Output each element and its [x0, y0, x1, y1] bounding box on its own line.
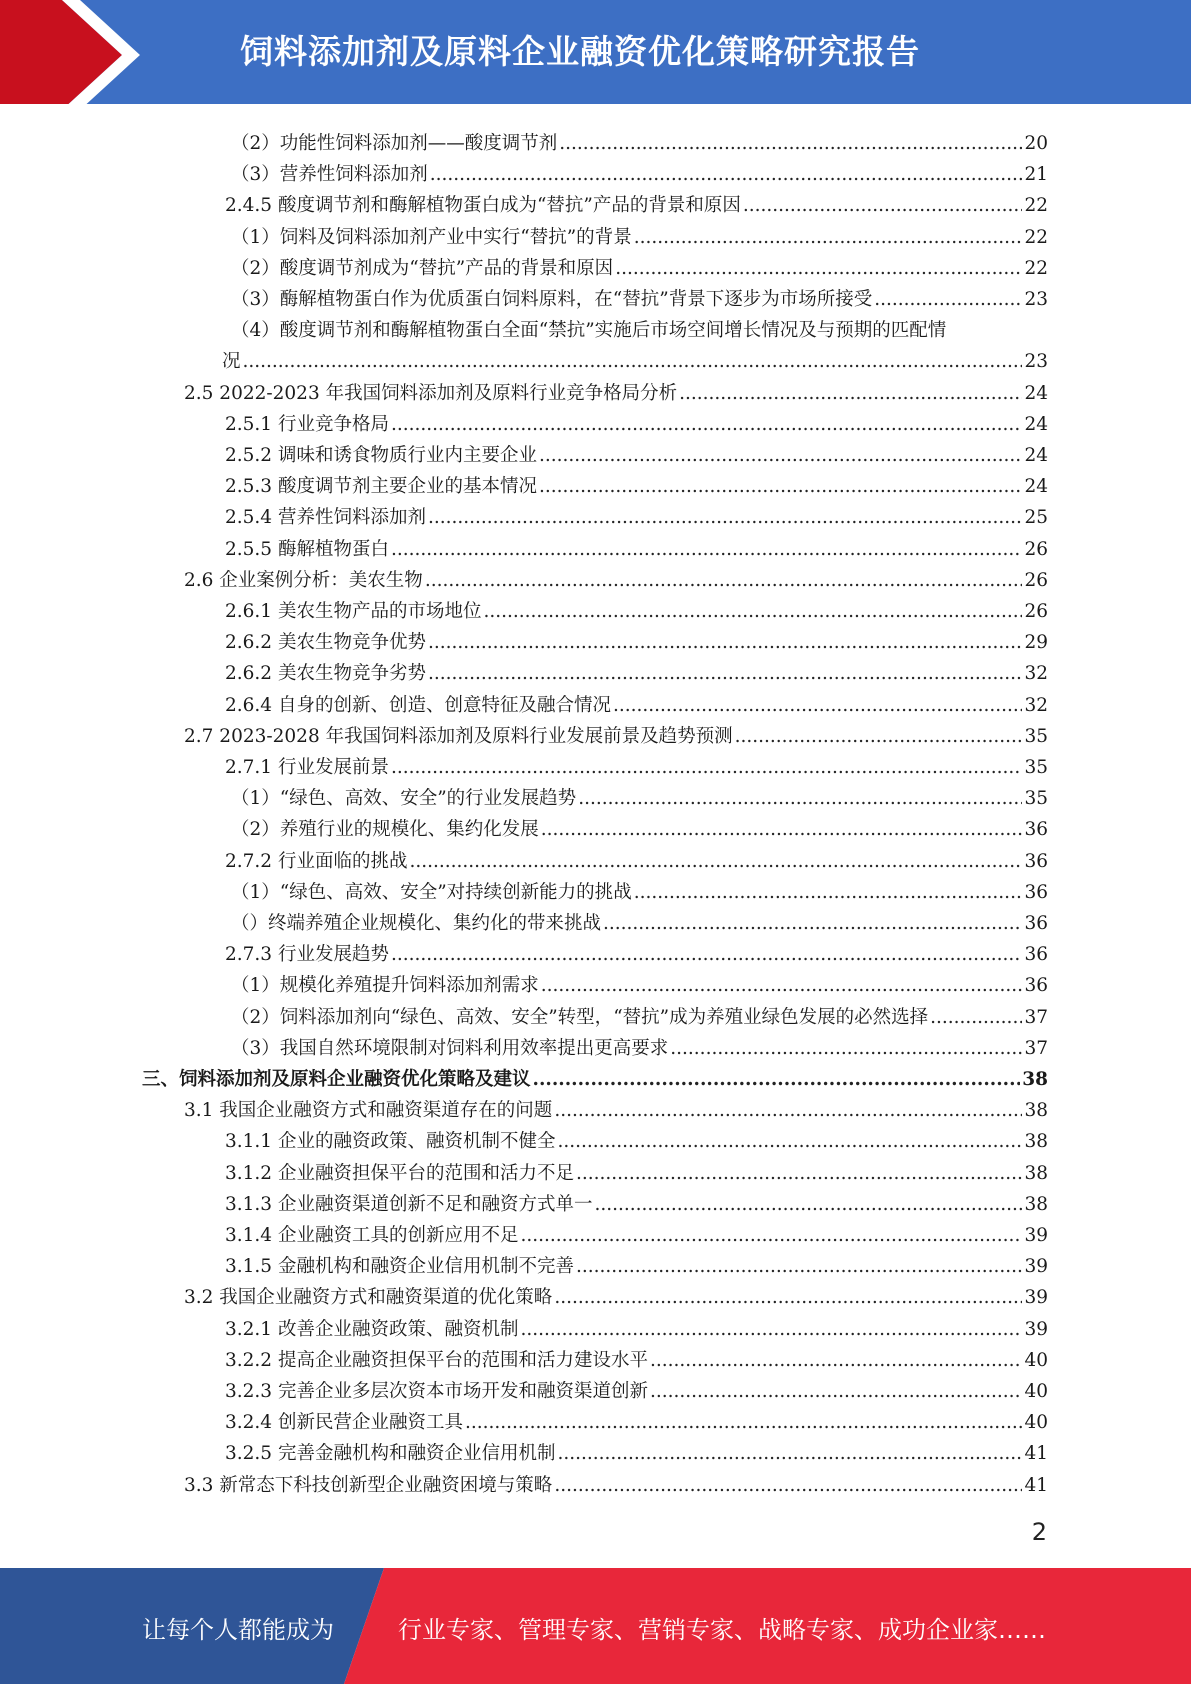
toc-entry-text: （1）“绿色、高效、安全”的行业发展趋势	[231, 788, 577, 810]
toc-entry-text: 3.2.2 提高企业融资担保平台的范围和活力建设水平	[225, 1349, 648, 1371]
toc-leader-dots	[465, 1407, 1022, 1438]
toc-entry-text: 2.6.1 美农生物产品的市场地位	[225, 601, 482, 622]
toc-entry[interactable]	[225, 1126, 1048, 1157]
toc-entry[interactable]	[231, 783, 1048, 814]
toc-chapter-entry[interactable]	[142, 1064, 1048, 1095]
toc-entry-text: （3）我国自然环境限制对饲料利用效率提出更高要求	[231, 1037, 669, 1059]
toc-page-number: 38	[1024, 1193, 1048, 1215]
toc-leader-dots	[930, 1002, 1022, 1033]
toc-leader-dots	[430, 159, 1023, 190]
toc-entry-text: 3.2.5 完善金融机构和融资企业信用机制	[225, 1443, 556, 1465]
toc-leader-dots	[615, 253, 1022, 284]
header-divider	[0, 104, 1191, 110]
toc-entry-text: 况	[222, 351, 241, 373]
page-header	[0, 0, 1191, 110]
footer-slogan-left: 让每个人都能成为	[142, 1616, 334, 1644]
toc-page-number: 36	[1024, 975, 1048, 997]
toc-leader-dots	[533, 1064, 1021, 1095]
toc-page-number: 36	[1024, 913, 1048, 934]
toc-leader-dots	[483, 596, 1022, 627]
toc-page-number: 37	[1024, 1006, 1048, 1028]
toc-leader-dots	[557, 1126, 1022, 1157]
toc-entry-text: 2.7.1 行业发展前景	[225, 757, 389, 778]
toc-leader-dots	[425, 565, 1023, 596]
toc-entry-text[interactable]: （4）酸度调节剂和酶解植物蛋白全面“禁抗”实施后市场空间增长情况及与预期的匹配情	[231, 320, 947, 342]
toc-entry[interactable]	[231, 222, 1048, 253]
toc-entry[interactable]	[225, 190, 1048, 221]
toc-page-number: 41	[1024, 1443, 1048, 1465]
toc-entry-text: （1）规模化养殖提升饲料添加剂需求	[231, 975, 539, 997]
toc-page-number: 26	[1024, 538, 1048, 560]
toc-entry-text: 2.5.3 酸度调节剂主要企业的基本情况	[225, 476, 537, 498]
toc-entry-text: 3.1.3 企业融资渠道创新不足和融资方式单一	[225, 1193, 593, 1215]
toc-entry-text: 2.6.2 美农生物竞争优势	[225, 632, 426, 654]
toc-entry-text: 2.5.4 营养性饲料添加剂	[225, 507, 426, 529]
toc-entry-text: （）终端养殖企业规模化、集约化的带来挑战	[231, 913, 602, 934]
toc-entry[interactable]	[225, 502, 1048, 533]
toc-entry[interactable]	[184, 378, 1048, 409]
toc-page-number: 40	[1024, 1381, 1048, 1402]
toc-leader-dots	[428, 502, 1022, 533]
toc-entry[interactable]	[225, 690, 1048, 721]
toc-entry-text: 2.7 2023-2028 年我国饲料添加剂及原料行业发展前景及趋势预测	[184, 725, 733, 747]
toc-leader-dots	[520, 1314, 1022, 1345]
toc-leader-dots	[578, 783, 1022, 814]
toc-entry[interactable]	[184, 1470, 1048, 1501]
toc-entry[interactable]	[225, 596, 1048, 627]
toc-entry[interactable]	[231, 128, 1048, 159]
toc-entry-text: 2.6 企业案例分析：美农生物	[184, 569, 423, 591]
toc-page-number: 24	[1024, 413, 1048, 435]
toc-entry[interactable]	[225, 1189, 1048, 1220]
toc-entry-text: 3.2 我国企业融资方式和融资渠道的优化策略	[184, 1287, 553, 1309]
toc-leader-dots	[557, 1438, 1022, 1469]
toc-page-number: 39	[1024, 1256, 1048, 1278]
toc-page-number: 24	[1024, 476, 1048, 498]
toc-page-number: 39	[1024, 1225, 1048, 1246]
toc-entry-text: 2.7.2 行业面临的挑战	[225, 850, 408, 872]
toc-entry[interactable]	[231, 908, 1048, 939]
toc-page-number: 39	[1024, 1318, 1048, 1340]
toc-entry-text: 3.2.3 完善企业多层次资本市场开发和融资渠道创新	[225, 1381, 648, 1402]
toc-entry[interactable]	[225, 658, 1048, 689]
toc-entry-text: 2.5 2022-2023 年我国饲料添加剂及原料行业竞争格局分析	[184, 382, 678, 404]
toc-leader-dots	[594, 1189, 1022, 1220]
toc-entry-text: （2）养殖行业的规模化、集约化发展	[231, 819, 539, 841]
toc-entry[interactable]	[225, 846, 1048, 877]
toc-entry-text: 2.6.4 自身的创新、创造、创意特征及融合情况	[225, 694, 611, 716]
toc-page-number: 38	[1022, 1069, 1048, 1090]
toc-entry[interactable]	[225, 1438, 1048, 1469]
toc-leader-dots	[539, 440, 1022, 471]
toc-leader-dots	[613, 690, 1022, 721]
toc-leader-dots	[391, 409, 1022, 440]
report-title: 饲料添加剂及原料企业融资优化策略研究报告	[240, 32, 920, 71]
toc-entry[interactable]	[231, 877, 1048, 908]
toc-page-number: 25	[1024, 507, 1048, 529]
toc-page-number: 39	[1024, 1287, 1048, 1309]
toc-entry-text: （1）饲料及饲料添加剂产业中实行“替抗”的背景	[231, 226, 632, 248]
toc-page-number: 29	[1024, 632, 1048, 654]
toc-leader-dots	[670, 1033, 1022, 1064]
toc-page-number: 36	[1024, 850, 1048, 872]
toc-entry-text: （2）功能性饲料添加剂——酸度调节剂	[231, 133, 558, 154]
toc-page-number: 38	[1024, 1162, 1048, 1184]
toc-leader-dots	[539, 471, 1022, 502]
toc-entry[interactable]	[225, 534, 1048, 565]
toc-page-number: 21	[1024, 164, 1048, 186]
toc-entry-text: 3.1.5 金融机构和融资企业信用机制不完善	[225, 1256, 574, 1278]
toc-page-number: 23	[1024, 351, 1048, 373]
toc-leader-dots	[874, 284, 1022, 315]
toc-leader-dots	[554, 1470, 1022, 1501]
toc-entry-text: （2）饲料添加剂向“绿色、高效、安全”转型，“替抗”成为养殖业绿色发展的必然选择	[231, 1006, 929, 1028]
toc-entry-text: （3）营养性饲料添加剂	[231, 164, 428, 186]
toc-page-number: 24	[1024, 382, 1048, 404]
toc-entry-text: 2.5.5 酶解植物蛋白	[225, 538, 389, 560]
toc-page-number: 26	[1024, 569, 1048, 591]
toc-leader-dots	[576, 1251, 1022, 1282]
toc-page-number: 24	[1024, 445, 1048, 466]
toc-entry[interactable]	[184, 1282, 1048, 1313]
toc-entry[interactable]	[231, 1002, 1048, 1033]
toc-leader-dots	[603, 908, 1022, 939]
toc-leader-dots	[650, 1345, 1022, 1376]
toc-page-number: 40	[1024, 1349, 1048, 1371]
toc-entry-text: 三、饲料添加剂及原料企业融资优化策略及建议	[142, 1069, 531, 1090]
page-footer	[0, 1568, 1191, 1684]
toc-entry-text: 2.5.1 行业竞争格局	[225, 413, 389, 435]
page-number: 2	[1031, 1518, 1047, 1546]
toc-leader-dots	[520, 1220, 1022, 1251]
toc-page-number: 22	[1024, 195, 1048, 217]
toc-page-number: 36	[1024, 881, 1048, 903]
toc-leader-dots	[679, 378, 1022, 409]
toc-leader-dots	[559, 128, 1022, 159]
toc-leader-dots	[735, 721, 1023, 752]
toc-page-number: 22	[1024, 226, 1048, 248]
toc-entry[interactable]	[231, 159, 1048, 190]
toc-leader-dots	[554, 1282, 1022, 1313]
toc-leader-dots	[391, 939, 1022, 970]
toc-entry[interactable]	[184, 1095, 1048, 1126]
toc-entry[interactable]	[231, 970, 1048, 1001]
toc-entry[interactable]	[225, 627, 1048, 658]
toc-entry[interactable]	[225, 471, 1048, 502]
toc-entry[interactable]	[225, 1407, 1048, 1438]
toc-leader-dots	[409, 846, 1022, 877]
toc-entry-text: （2）酸度调节剂成为“替抗”产品的背景和原因	[231, 257, 614, 279]
toc-entry[interactable]	[225, 1314, 1048, 1345]
toc-page-number: 38	[1024, 1131, 1048, 1153]
toc-leader-dots	[391, 752, 1022, 783]
toc-entry[interactable]	[184, 565, 1048, 596]
toc-entry-text: 2.7.3 行业发展趋势	[225, 944, 389, 966]
toc-leader-dots	[634, 877, 1023, 908]
toc-leader-dots	[541, 814, 1023, 845]
toc-leader-dots	[634, 222, 1023, 253]
toc-entry[interactable]	[225, 409, 1048, 440]
toc-entry-text: （3）酶解植物蛋白作为优质蛋白饲料原料，在“替抗”背景下逐步为市场所接受	[231, 289, 873, 310]
toc-entry[interactable]	[225, 440, 1048, 471]
toc-entry[interactable]	[231, 284, 1048, 315]
toc-page-number: 36	[1024, 819, 1048, 841]
toc-entry-text: （1）“绿色、高效、安全”对持续创新能力的挑战	[231, 881, 632, 903]
toc-entry-text: 3.1 我国企业融资方式和融资渠道存在的问题	[184, 1100, 553, 1122]
toc-leader-dots	[743, 190, 1023, 221]
toc-entry[interactable]	[225, 1345, 1048, 1376]
toc-leader-dots	[391, 534, 1022, 565]
toc-entry-text: 3.1.2 企业融资担保平台的范围和活力不足	[225, 1162, 574, 1184]
toc-page-number: 32	[1024, 694, 1048, 716]
toc-page-number: 40	[1024, 1412, 1048, 1434]
toc-page-number: 37	[1024, 1037, 1048, 1059]
toc-entry-text: 3.2.4 创新民营企业融资工具	[225, 1412, 463, 1434]
toc-page-number: 38	[1024, 1100, 1048, 1122]
toc-entry[interactable]	[225, 1251, 1048, 1282]
toc-page-number: 26	[1024, 601, 1048, 622]
toc-entry[interactable]	[231, 1033, 1048, 1064]
toc-entry[interactable]	[231, 253, 1048, 284]
toc-leader-dots	[243, 346, 1023, 377]
toc-entry-text: 2.4.5 酸度调节剂和酶解植物蛋白成为“替抗”产品的背景和原因	[225, 195, 741, 217]
toc-entry[interactable]	[222, 346, 1048, 377]
toc-entry[interactable]	[225, 1158, 1048, 1189]
toc-page-number: 35	[1024, 757, 1048, 778]
toc-entry-text: 3.1.1 企业的融资政策、融资机制不健全	[225, 1131, 556, 1153]
toc-entry[interactable]	[225, 752, 1048, 783]
footer-slogan-right: 行业专家、管理专家、营销专家、战略专家、成功企业家……	[398, 1616, 1046, 1644]
toc-entry-text: 3.2.1 改善企业融资政策、融资机制	[225, 1318, 519, 1340]
toc-entry[interactable]	[225, 1220, 1048, 1251]
toc-entry[interactable]	[231, 814, 1048, 845]
toc-page-number: 20	[1024, 133, 1048, 154]
toc-entry-text: 3.1.4 企业融资工具的创新应用不足	[225, 1225, 519, 1246]
toc-leader-dots	[576, 1158, 1022, 1189]
toc-leader-dots	[554, 1095, 1022, 1126]
toc-page-number: 36	[1024, 944, 1048, 966]
toc-page-number: 35	[1024, 788, 1048, 810]
toc-entry[interactable]	[184, 721, 1048, 752]
toc-entry-text: 2.5.2 调味和诱食物质行业内主要企业	[225, 445, 537, 466]
chevron-arrow-icon	[0, 0, 170, 110]
toc-entry[interactable]	[225, 1376, 1048, 1407]
toc-page-number: 23	[1024, 289, 1048, 310]
toc-leader-dots	[428, 658, 1022, 689]
toc-leader-dots	[428, 627, 1022, 658]
toc-entry-text: 3.3 新常态下科技创新型企业融资困境与策略	[184, 1474, 553, 1496]
toc-leader-dots	[541, 970, 1023, 1001]
toc-leader-dots	[650, 1376, 1022, 1407]
toc-entry-text: 2.6.2 美农生物竞争劣势	[225, 663, 426, 685]
toc-entry[interactable]	[225, 939, 1048, 970]
toc-page-number: 32	[1024, 663, 1048, 685]
toc-page-number: 35	[1024, 725, 1048, 747]
toc-page-number: 22	[1024, 257, 1048, 279]
toc-page-number: 41	[1024, 1474, 1048, 1496]
